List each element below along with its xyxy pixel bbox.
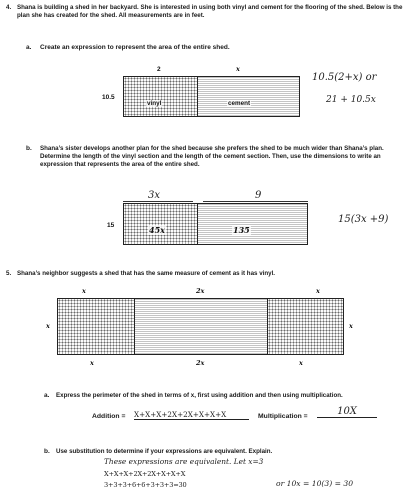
q5-dim-bottom-right: x	[299, 359, 303, 367]
q4b-vinyl-value: 45x	[149, 225, 165, 235]
q5a-multiplication-answer: 10X	[317, 406, 377, 418]
q4a-cement-region	[197, 76, 300, 117]
q5-number: 5.	[6, 270, 12, 277]
q5b-prompt: Use substitution to determine if your expressions are equivalent. Explain.	[56, 448, 273, 455]
q5a-label: a.	[44, 392, 50, 399]
q4b-dim-top-left: 3x	[148, 190, 161, 201]
q4-intro: Shana is building a shed in her backyard. She is interested in using both vinyl and cement for the flooring of the shed. Below is the plan she has created for the shed. All measurements are in feet.	[17, 4, 403, 19]
q5a-addition-answer: X+X+X+2X+2X+X+X+X	[134, 410, 249, 420]
q4a-label: a.	[26, 44, 32, 51]
q4b-cement-value: 135	[233, 225, 250, 235]
q4a-cement-label: cement	[228, 100, 251, 107]
q4b-dim-top-right: 9	[255, 190, 262, 201]
q5b-work-line3: 3+3+3+6+6+3+3+3=30	[104, 481, 187, 489]
q5-dim-top-mid: 2x	[196, 287, 205, 295]
q5-intro: Shana’s neighbor suggests a shed that has the same measure of cement as it has vinyl.	[17, 270, 276, 277]
q5a-prompt: Express the perimeter of the shed in terms of x, first using addition and then using multiplication.	[56, 392, 343, 399]
q4b-dim-line-right	[203, 201, 308, 202]
q4a-prompt: Create an expression to represent the area of the entire shed.	[40, 44, 230, 51]
q5-vinyl-right-region	[267, 298, 344, 355]
q5-dim-right: x	[349, 322, 353, 330]
q5b-work-line1: These expressions are equivalent. Let x=3	[104, 457, 264, 466]
q4a-vinyl-label: vinyl	[147, 100, 162, 107]
q4a-answer-line1: 10.5(2+x) or	[312, 72, 377, 83]
q4b-vinyl-region	[123, 203, 198, 245]
q4b-dim-line-left	[123, 201, 193, 202]
q5b-label: b.	[44, 448, 50, 455]
q4a-dim-side: 10.5	[102, 94, 115, 101]
q4-number: 4.	[6, 4, 12, 11]
q5-vinyl-left-region	[57, 298, 135, 355]
q5-dim-left: x	[46, 322, 50, 330]
q4a-answer-line2: 21 + 10.5x	[326, 95, 376, 105]
q5a-multiplication-label: Multiplication =	[258, 413, 308, 420]
q4b-cement-region	[197, 203, 308, 245]
q4b-answer: 15(3x +9)	[338, 214, 389, 225]
q5-cement-region	[134, 298, 268, 355]
q4a-dim-top-left: 2	[157, 66, 161, 73]
q4b-label: b.	[26, 145, 32, 152]
q5-dim-top-right: x	[316, 287, 320, 295]
q5b-work-line2: X+X+X+2X+2X+X+X+X	[104, 470, 186, 478]
q4a-dim-top-right: x	[236, 65, 240, 73]
q5-dim-top-left: x	[82, 287, 86, 295]
q4b-dim-side: 15	[107, 222, 115, 229]
q5-dim-bottom-mid: 2x	[196, 359, 205, 367]
q4b-prompt: Shana’s sister develops another plan for the shed because she prefers the shed to be much wider than Shana’s plan. Determine the length of the vinyl section and the length of the cement section. Then, use the dimensions to write an expression that represents the area of the entire shed.	[40, 145, 384, 168]
q5a-addition-label: Addition =	[92, 413, 126, 420]
q4a-vinyl-region	[123, 76, 198, 117]
q5-dim-bottom-left: x	[90, 359, 94, 367]
q5b-work-line4: or 10x = 10(3) = 30	[276, 479, 354, 488]
